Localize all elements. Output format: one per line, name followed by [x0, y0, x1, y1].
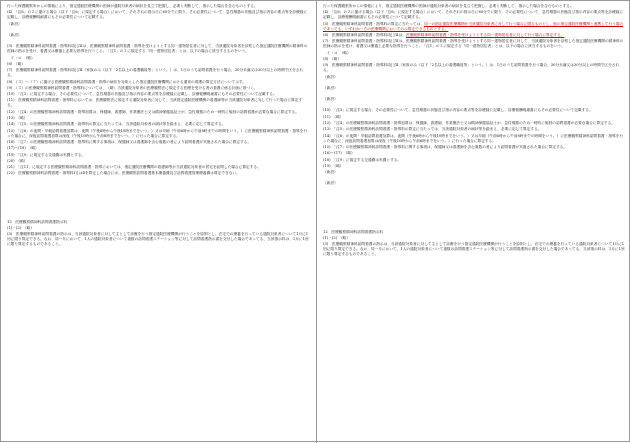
paragraph	[7, 165, 309, 170]
paragraph-text: (3) 医療観察精神科訪問看護の指示は、当該通院対象者に対して主として診療を行う指定通院医療機関が行うことを原則とし、在宅での療養を行っている通院対象者について1月に1回に限り算定できる。なお、同一月において、1人の通院対象者について複数の訪問看護ステーション等に対して訪問看護指示書を交付した場合であっても、当該指示料は、1月に1回に限り算定するものであること。	[7, 232, 309, 247]
paragraph	[7, 44, 309, 54]
paragraph	[323, 51, 625, 56]
paragraph-text: (21) 「注11」に規定する医療観察精神科訪問看護・指導においては、指定通院医療機関の看護師等が当該通院対象者の居宅を訪問した場合に算定する。	[7, 165, 261, 170]
paragraph	[7, 10, 309, 20]
paragraph	[7, 159, 309, 164]
paragraph-text: (8) （略）	[323, 56, 342, 61]
paragraph-text: （新設）	[7, 21, 22, 26]
paragraph-text: (14) 「注5」の医療観察精神科訪問看護・指導料の算定に当たっては、当該通院対象者の病状等を踏まえ、必要に応じて算定する。	[7, 122, 226, 127]
left-column-revised-text	[7, 4, 309, 440]
paragraph-text: (11) （略）	[323, 114, 344, 119]
paragraph	[323, 121, 625, 126]
paragraph	[7, 62, 309, 67]
paragraph-text: (19) （略）	[323, 163, 344, 168]
paragraph-text: （新設）	[323, 181, 338, 186]
paragraph	[7, 22, 309, 27]
paragraph	[323, 127, 625, 132]
section-heading	[323, 230, 625, 235]
paragraph	[323, 39, 625, 49]
paragraph-text: (7) 医療観察精神科訪問看護・指導料Ⅰ及びⅡは、医療観察精神科訪問看護・指導を受けようとする同一建物居住者に対して、当該通院対象者を診察した指定通院医療機関の精神科の医師の指示を受け、看護又は療養上必要な指導を行うこと。「注1」の２に規定する「同一建物居住者」とは、以下の場合に該当するものをいう。	[323, 39, 624, 49]
paragraph	[323, 97, 625, 102]
paragraph-text: (14) 「注6」の夜間・早朝訪問看護加算は、夜間（午後6時から午後10時までをいう。）又は早朝（午前6時から午前8時までの時間をいう。）に医療観察精神科訪問看護・指導を行った場合に、深夜訪問看護加算は深夜（午後10時から午前6時までをいう。）に行った場合に算定する。	[323, 133, 624, 143]
paragraph-text: 12 医療観察精神科訪問看護指示料	[7, 219, 68, 224]
paragraph	[7, 110, 309, 115]
paragraph	[7, 146, 309, 151]
paragraph	[323, 145, 625, 150]
paragraph-text: (6) （略）	[7, 61, 26, 66]
paragraph	[323, 115, 625, 120]
paragraph-text: (5) 医療観察精神科訪問看護・指導料の算定に当たっては、	[323, 21, 425, 26]
paragraph-text: イ・ロ （略）	[323, 50, 351, 55]
paragraph	[7, 80, 309, 85]
paragraph	[7, 122, 309, 127]
paragraph	[323, 63, 625, 73]
paragraph	[7, 226, 309, 231]
paragraph	[323, 181, 625, 186]
paragraph	[323, 236, 625, 241]
paragraph	[323, 86, 625, 91]
paragraph	[7, 68, 309, 78]
paragraph-text: 12 医療観察精神科訪問看護指示料	[323, 229, 384, 234]
paragraph-text: 行った保護観察所からの情報により、指定通院医療機関の医師が通院対象者の病状を見立て把握し、必要と判断して、指示した場合を含むものとする。	[323, 4, 574, 8]
paragraph-text: (12) 「注4」の医療観察精神科訪問看護・指導加算は、保健師、看護師、作業療法士又は精神保健福祉士が、急性増悪のため一時的に頻回の訪問看護が必要な場合に算定する。	[323, 121, 615, 126]
paragraph	[7, 129, 309, 139]
section-heading	[7, 220, 309, 225]
paragraph-text: (17)～(18) （略）	[7, 146, 39, 151]
paragraph-text: (6) 医療観察精神科訪問看護・指導料Ⅰ及びⅡは、	[323, 33, 406, 38]
paragraph-text: (4) 「注6」の２に掲げる場合（以下「注6」に規定する場合）において、それぞれの指示日に60分でに限り、その必要性について、急性増悪の状態及び指示内容の要点等を診療録に記載し、診療報酬明細書にもその必要性について記載する。	[7, 10, 308, 20]
paragraph-text: (9) （３）の医療観察精神科訪問看護・指導料については、（略）当該通院対象者の医療観察法に規定する医療を受ける者の看護に係る計画に基づく。	[7, 85, 258, 90]
paragraph	[323, 151, 625, 156]
underlined-amendment: 医療観察精神科訪問看護・指導を受けようとする同一建物居住者に対して行う場合に算定する。	[405, 33, 565, 38]
paragraph	[7, 171, 309, 176]
paragraph	[323, 33, 625, 38]
paragraph	[323, 22, 625, 32]
paragraph	[323, 170, 625, 175]
paragraph-text: (5) 医療観察精神科訪問看護・指導料Ⅰ及びⅡは、医療観察精神科訪問看護・指導を受けようとする同一建物居住者に対して、当該通院対象者を診察した指定通院医療機関の精神科の医師の指示を受け、看護又は療養上必要な指導を行うこと。「注1」の２に規定する「同一建物居住者」とは、以下の場合に該当するものをいう。	[7, 44, 308, 54]
underlined-amendment: 同一の指定通院医療機関が当該通院対象者に対して行う場合に限るものとし、他の指定通院医療機関と連携して行う場合であっても、いずれか一方の医療機関においてのみ算定できるものとする。	[323, 21, 624, 31]
paragraph-text: （新設）	[7, 32, 22, 37]
paragraph-text: (3) 医療観察精神科訪問看護の指示は、当該通院対象者に対して主として診療を行う指定通院医療機関が行うことを原則とし、在宅での療養を行っている通院対象者について1月に1回に限り算定できる。なお、同一月において、1人の通院対象者について複数の訪問看護ステーション等に対して訪問看護指示書を交付した場合であっても、当該指示料は、1月に1回に限り算定するものであること。	[323, 242, 625, 257]
paragraph-text: （新設）	[323, 74, 338, 79]
right-column-current-text	[323, 4, 625, 440]
paragraph	[323, 158, 625, 163]
paragraph	[7, 33, 309, 38]
paragraph-text: (13) 「注5」の医療観察精神科訪問看護・指導料の算定に当たっては、当該通院対象者の病状等を踏まえ、必要に応じて算定する。	[323, 127, 542, 132]
paragraph	[7, 232, 309, 247]
paragraph	[323, 242, 625, 257]
paragraph	[323, 75, 625, 80]
paragraph-text: (20) （略）	[7, 158, 28, 163]
paragraph-text: (1)・(2) （略）	[323, 235, 351, 240]
paragraph	[7, 140, 309, 145]
paragraph-text: (16) 「注7」の医療観察精神科訪問看護・指導料に関する事項は、保健師又は看護師を含む複数の者により訪問看護が実施された場合に算定する。	[7, 139, 252, 144]
paragraph-text: イ・ロ （略）	[7, 55, 35, 60]
paragraph-text: (11) 医療観察精神科訪問看護・指導料においては、医療観察法に規定する通院対象者に対して、当該指定通院医療機関の看護師等が当該通院対象者に対して行った場合に算定する。	[7, 98, 303, 108]
paragraph	[323, 164, 625, 169]
paragraph	[323, 10, 625, 20]
paragraph-text: (16)～(17) （略）	[323, 151, 355, 156]
paragraph	[7, 153, 309, 158]
paragraph	[7, 92, 309, 97]
spacer	[323, 188, 625, 228]
paragraph-text: (7) 医療観察精神科訪問看護・指導料Ⅰ及びⅡ（家族のみ（以下「2名以上の看護職員等」という。）は、1日のうち訪問看護を行う場合、30分未満又は30分以上の時間で区分される。	[7, 68, 304, 78]
paragraph-text: (19) 「注9」に規定する交通費は実費とする。	[7, 152, 86, 157]
spacer	[7, 178, 309, 218]
paragraph-text: (9) 医療観察精神科訪問看護・指導料Ⅰ及びⅡ（家族のみ（以下「2名以上の看護職員等」という。）は、1日のうち訪問看護を行う場合、30分未満又は30分以上の時間で区分される。	[323, 63, 620, 73]
paragraph	[323, 57, 625, 62]
paragraph-text: （新設）	[323, 170, 338, 175]
paragraph	[323, 4, 625, 9]
paragraph-text: (8) （３）～（７）に掲げる医療観察精神科訪問看護・指導の病状を対象とした指定通院医療機関における通常の看護の算定方法について示す。	[7, 79, 246, 84]
paragraph	[7, 98, 309, 108]
paragraph-text: （新設）	[323, 97, 338, 102]
paragraph-text: 行った保護観察所からの情報により、指定通院医療機関の医師が通院対象者の病状を見立て把握し、必要と判断して、指示した場合を含むものとする。	[7, 4, 258, 8]
paragraph	[323, 108, 625, 113]
paragraph-text: (10) 「注3」に規定する場合、その必要性について、急性増悪の状態及び指示内容の要点等を診療録に記載し、診療報酬明細書にもその必要性について記載する。	[323, 108, 593, 113]
paragraph	[7, 116, 309, 121]
paragraph	[7, 86, 309, 91]
paragraph-text: （新設）	[323, 85, 338, 90]
paragraph-text: (22) 医療観察精神科訪問看護・指導料Ⅰ又はⅡを算定した場合には、医療観察訪問看護基本療養費及び訪問看護管理療養費は算定できない。	[7, 171, 240, 176]
paragraph	[323, 134, 625, 144]
column-divider	[316, 1, 317, 443]
paragraph-text: (10) 「注3」に規定する場合、その必要性について、急性増悪の状態及び指示内容の要点等を診療録に記載し、診療報酬明細書にもその必要性について記載する。	[7, 92, 277, 97]
paragraph-text: (15) 「注6」の夜間・早朝訪問看護加算は、夜間（午後6時から午後10時までをいう。）又は早朝（午前6時から午前8時までの時間をいう。）に医療観察精神科訪問看護・指導を行った場合に、深夜訪問看護加算は深夜（午後10時から午前6時までをいう。）に行った場合に算定する。	[7, 128, 308, 138]
paragraph-text: (4) 「注6」の２に掲げる場合（以下「注6」に規定する場合）において、それぞれの指示日に60分でに限り、その必要性について、急性増悪の状態及び指示内容の要点等を診療録に記載し、診療報酬明細書にもその必要性について記載する。	[323, 10, 624, 20]
paragraph-text: (18) 「注9」に規定する交通費は実費とする。	[323, 157, 402, 162]
paragraph	[7, 4, 309, 9]
paragraph-text: (13) （略）	[7, 116, 28, 121]
paragraph	[7, 56, 309, 61]
paragraph-text: (12) 「注4」の医療観察精神科訪問看護・指導加算は、保健師、看護師、作業療法士又は精神保健福祉士が、急性増悪のため一時的に頻回の訪問看護が必要な場合に算定する。	[7, 109, 299, 114]
paragraph-text: (1)・(2) （略）	[7, 225, 35, 230]
paragraph-text: (15) 「注7」の医療観察精神科訪問看護・指導料に関する事項は、保健師又は看護師を含む複数の者により訪問看護が実施された場合に算定する。	[323, 144, 568, 149]
